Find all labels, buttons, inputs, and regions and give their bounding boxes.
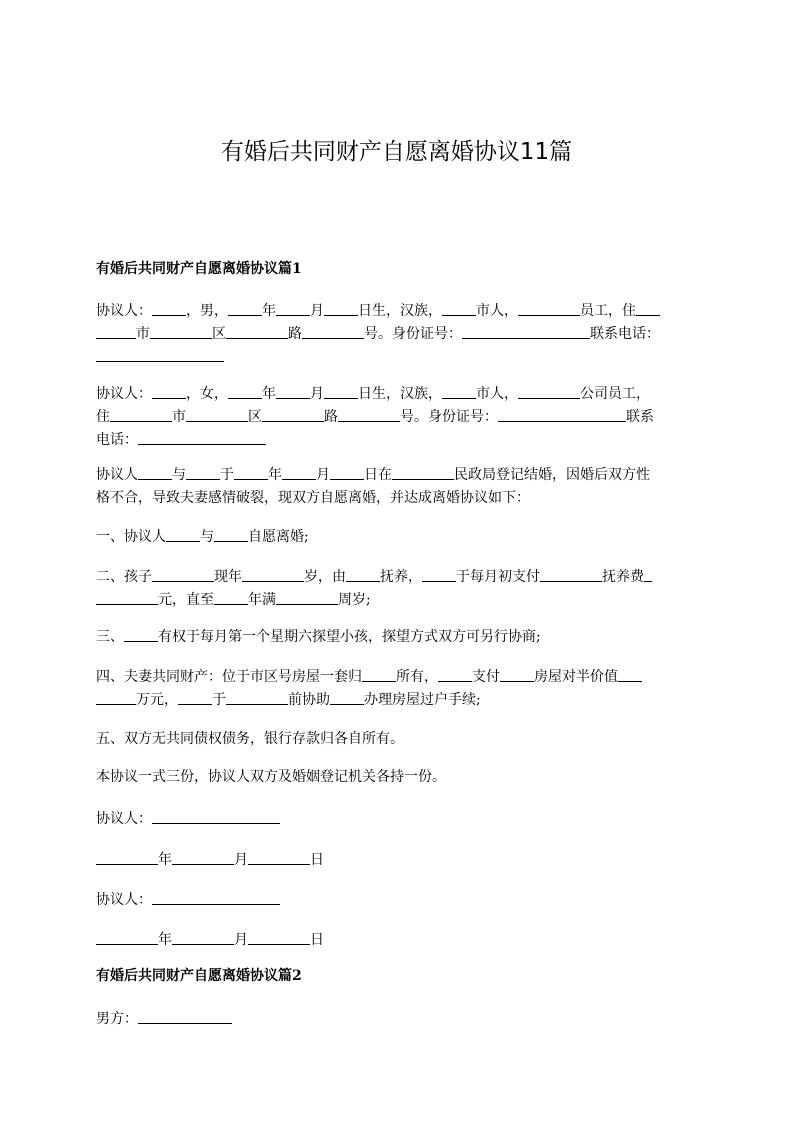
text: 年 xyxy=(268,467,282,483)
text: 月 xyxy=(310,386,324,402)
text: 房屋对半价值 xyxy=(534,669,618,685)
blank xyxy=(442,383,476,399)
text: 现年 xyxy=(214,569,242,585)
blank xyxy=(96,929,158,945)
section-1-heading: 有婚后共同财产自愿离婚协议篇1 xyxy=(96,261,302,277)
text: 员工，住 xyxy=(580,303,636,319)
text: 一、协议人 xyxy=(96,529,166,545)
blank xyxy=(422,566,456,582)
blank xyxy=(324,300,358,316)
text: 岁，由 xyxy=(304,569,346,585)
blank xyxy=(636,300,660,316)
blank xyxy=(228,383,262,399)
blank xyxy=(262,406,324,422)
text: 日 xyxy=(310,852,324,868)
text: 号。身份证号： xyxy=(364,326,462,342)
signature-line-1 xyxy=(96,808,704,831)
blank xyxy=(248,929,310,945)
section-1-clause-4 xyxy=(96,666,704,712)
text: 年 xyxy=(262,386,276,402)
blank xyxy=(152,889,280,905)
blank xyxy=(540,566,602,582)
section-2-heading: 有婚后共同财产自愿离婚协议篇2 xyxy=(96,968,302,984)
blank xyxy=(96,323,136,339)
blank xyxy=(186,464,220,480)
blank xyxy=(324,383,358,399)
blank xyxy=(276,383,310,399)
date-line-2 xyxy=(96,929,704,952)
blank xyxy=(152,808,280,824)
blank xyxy=(346,566,380,582)
blank xyxy=(96,689,136,705)
text: 二、孩子 xyxy=(96,569,152,585)
text: 于 xyxy=(220,467,234,483)
blank xyxy=(282,464,316,480)
section-1-paragraph-1 xyxy=(96,300,704,369)
text: 年 xyxy=(158,932,172,948)
blank xyxy=(498,406,626,422)
section-1-paragraph-2 xyxy=(96,383,704,452)
text: 周岁; xyxy=(338,592,371,608)
text: 住 xyxy=(96,409,110,425)
blank xyxy=(152,383,186,399)
section-1-paragraph-3 xyxy=(96,464,704,510)
blank xyxy=(362,666,396,682)
blank xyxy=(618,666,642,682)
text: 于 xyxy=(212,692,226,708)
blank xyxy=(186,406,248,422)
text: 市 xyxy=(172,409,186,425)
text: 与 xyxy=(172,467,186,483)
text: 自愿离婚; xyxy=(248,529,309,545)
blank xyxy=(138,1008,232,1024)
text: 前协助 xyxy=(288,692,330,708)
blank xyxy=(392,464,454,480)
text: 市人， xyxy=(476,386,518,402)
text: 号。身份证号： xyxy=(400,409,498,425)
document-title: 有婚后共同财产自愿离婚协议11篇 xyxy=(220,139,573,165)
text: 协议人： xyxy=(96,303,152,319)
text: 日生，汉族， xyxy=(358,303,442,319)
blank xyxy=(214,526,248,542)
blank xyxy=(152,566,214,582)
text: 男方： xyxy=(96,1011,138,1027)
blank xyxy=(172,849,234,865)
blank xyxy=(96,849,158,865)
blank xyxy=(438,666,472,682)
text: 三、 xyxy=(96,629,124,645)
text: 协议人 xyxy=(96,467,138,483)
text: 协议人： xyxy=(96,386,152,402)
text: 月 xyxy=(234,932,248,948)
blank xyxy=(644,566,652,582)
blank xyxy=(152,300,186,316)
blank xyxy=(96,589,158,605)
blank xyxy=(518,300,580,316)
blank xyxy=(138,429,266,445)
text: 元，直至 xyxy=(158,592,214,608)
text: 年满 xyxy=(248,592,276,608)
text: 与 xyxy=(200,529,214,545)
text: ，女， xyxy=(186,386,228,402)
blank xyxy=(178,689,212,705)
text: 区 xyxy=(248,409,262,425)
blank xyxy=(500,666,534,682)
text: 路 xyxy=(288,326,302,342)
blank xyxy=(302,323,364,339)
text: 所有， xyxy=(396,669,438,685)
blank xyxy=(166,526,200,542)
text: 电话： xyxy=(96,432,138,448)
text: 年 xyxy=(262,303,276,319)
blank xyxy=(330,689,364,705)
text: 于每月初支付 xyxy=(456,569,540,585)
blank xyxy=(226,323,288,339)
text: 日 xyxy=(310,932,324,948)
blank xyxy=(518,383,580,399)
blank xyxy=(214,589,248,605)
text: 协议人： xyxy=(96,892,152,908)
blank xyxy=(330,464,364,480)
text: 区 xyxy=(212,326,226,342)
text: 四、夫妻共同财产：位于市区号房屋一套归 xyxy=(96,669,362,685)
text: 协议人： xyxy=(96,811,152,827)
text: 月 xyxy=(316,467,330,483)
text: 万元， xyxy=(136,692,178,708)
section-1-clause-1 xyxy=(96,526,704,549)
date-line-1 xyxy=(96,849,704,872)
blank xyxy=(442,300,476,316)
blank xyxy=(172,929,234,945)
section-1-clause-3 xyxy=(96,626,704,649)
text: 公司员工， xyxy=(580,386,650,402)
text: 民政局登记结婚，因婚后双方性 xyxy=(454,467,650,483)
blank xyxy=(150,323,212,339)
text: 市 xyxy=(136,326,150,342)
text: 日生，汉族， xyxy=(358,386,442,402)
text: 格不合，导致夫妻感情破裂，现双方自愿离婚，并达成离婚协议如下： xyxy=(96,490,530,506)
blank xyxy=(228,300,262,316)
text: 支付 xyxy=(472,669,500,685)
section-2-paragraph-1 xyxy=(96,1008,704,1031)
blank xyxy=(226,689,288,705)
blank xyxy=(96,346,224,362)
blank xyxy=(242,566,304,582)
text: 月 xyxy=(310,303,324,319)
blank xyxy=(276,589,338,605)
blank xyxy=(276,300,310,316)
blank xyxy=(138,464,172,480)
text: 联系 xyxy=(626,409,654,425)
text: 抚养费 xyxy=(602,569,644,585)
text: 市人， xyxy=(476,303,518,319)
text: ，男， xyxy=(186,303,228,319)
blank xyxy=(234,464,268,480)
section-1-clause-5: 五、双方无共同债权债务，银行存款归各自所有。 xyxy=(96,731,404,747)
text: 抚养， xyxy=(380,569,422,585)
blank xyxy=(124,626,158,642)
signature-line-2 xyxy=(96,889,704,912)
blank xyxy=(462,323,590,339)
blank xyxy=(248,849,310,865)
text: 月 xyxy=(234,852,248,868)
blank xyxy=(338,406,400,422)
text: 年 xyxy=(158,852,172,868)
text: 联系电话： xyxy=(590,326,660,342)
blank xyxy=(110,406,172,422)
section-1-copies-note: 本协议一式三份，协议人双方及婚姻登记机关各持一份。 xyxy=(96,769,446,785)
text: 有权于每月第一个星期六探望小孩，探望方式双方可另行协商; xyxy=(158,629,541,645)
text: 办理房屋过户手续; xyxy=(364,692,481,708)
section-1-clause-2 xyxy=(96,566,704,612)
text: 日在 xyxy=(364,467,392,483)
text: 路 xyxy=(324,409,338,425)
